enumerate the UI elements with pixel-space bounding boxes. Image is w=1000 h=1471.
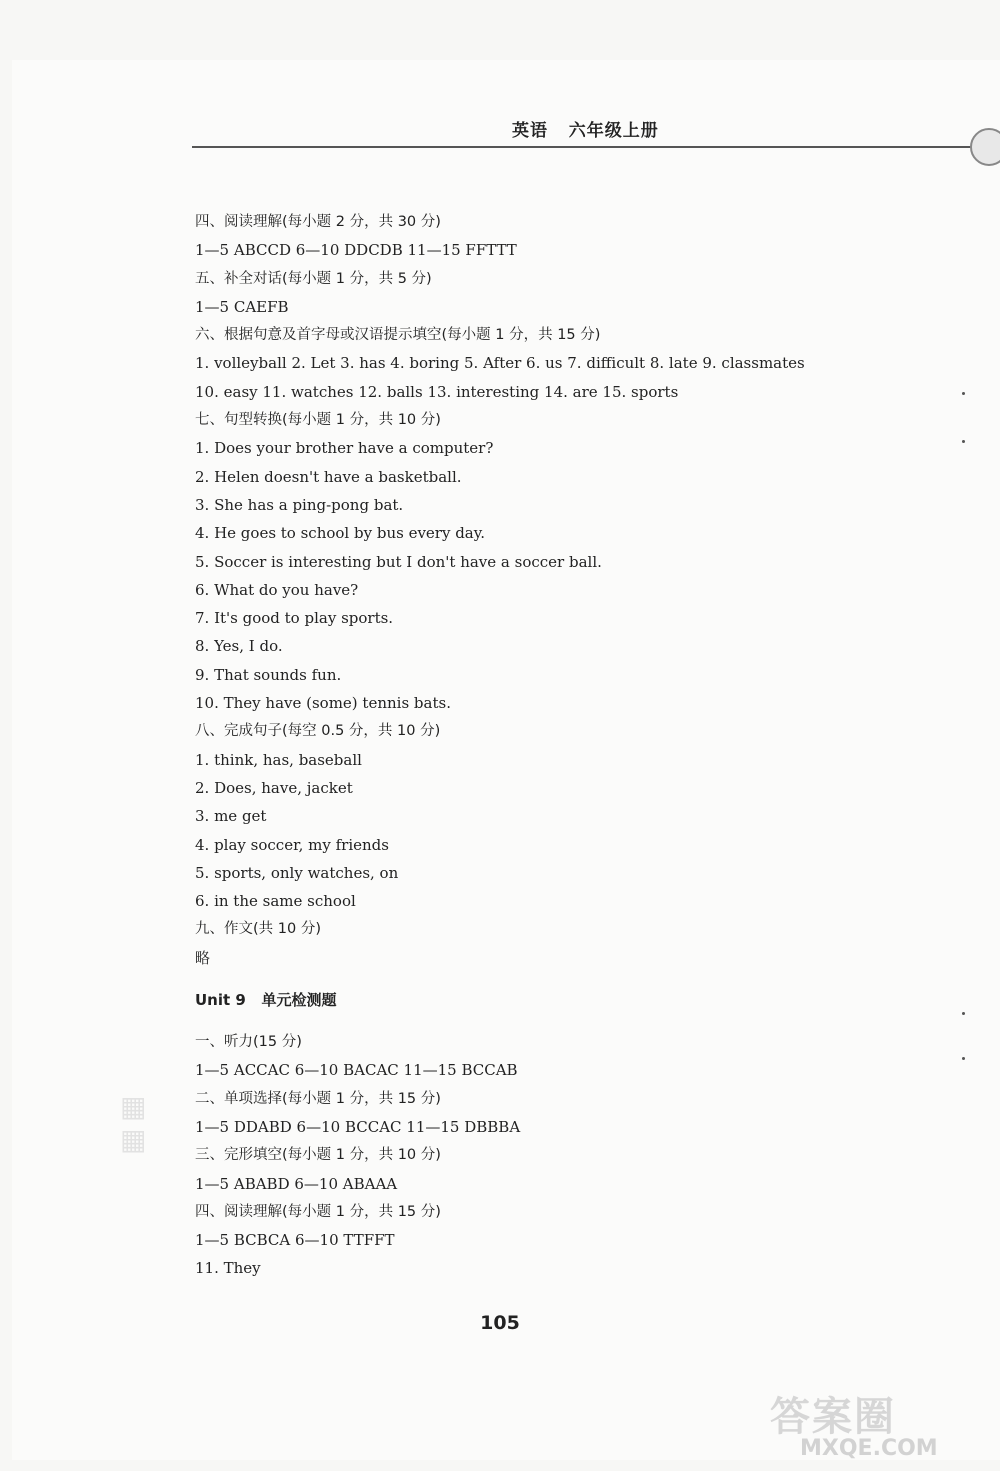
- answer-line: 九、作文(共 10 分): [195, 921, 321, 938]
- answer-line: 三、完形填空(每小题 1 分，共 10 分): [195, 1147, 441, 1164]
- answer-line: 3. She has a ping-pong bat.: [195, 495, 404, 514]
- answer-line: 二、单项选择(每小题 1 分，共 15 分): [195, 1090, 441, 1107]
- watermark-logo: 答案圈: [770, 1394, 896, 1440]
- answer-line: 10. easy 11. watches 12. balls 13. interesting 14. are 15. sports: [195, 382, 679, 401]
- answer-line: 6. in the same school: [195, 892, 356, 911]
- answer-line: 3. me get: [195, 807, 267, 826]
- answer-line: 5. sports, only watches, on: [195, 863, 399, 882]
- answer-content: [195, 208, 975, 1283]
- page-number: 105: [480, 1312, 520, 1334]
- answer-line: 1—5 BCBCA 6—10 TTFFT: [195, 1231, 395, 1250]
- answer-line: 1. volleyball 2. Let 3. has 4. boring 5. After 6. us 7. difficult 8. late 9. classmates: [195, 354, 805, 373]
- watermark-url: MXQE.COM: [800, 1436, 938, 1461]
- answer-line: 6. What do you have?: [195, 580, 359, 599]
- answer-line: 7. It's good to play sports.: [195, 609, 394, 628]
- answer-line: 1. think, has, baseball: [195, 750, 362, 769]
- answer-line: 4. He goes to school by bus every day.: [195, 524, 486, 543]
- faded-stamp-icon: ▦ ▦: [120, 1090, 147, 1156]
- answer-line: 5. Soccer is interesting but I don't have a soccer ball.: [195, 552, 602, 571]
- answer-line: 六、根据句意及首字母或汉语提示填空(每小题 1 分，共 15 分): [195, 327, 601, 344]
- speck-mark: [962, 1057, 965, 1060]
- answer-line: 2. Helen doesn't have a basketball.: [195, 467, 462, 486]
- page-header: [192, 116, 984, 148]
- answer-line: 10. They have (some) tennis bats.: [195, 694, 451, 713]
- answer-line: 1. Does your brother have a computer?: [195, 439, 494, 458]
- speck-mark: [962, 440, 965, 443]
- corner-seal-icon: [970, 128, 1000, 166]
- unit-heading: Unit 9 单元检测题: [195, 991, 337, 1010]
- answer-line: 四、阅读理解(每小题 2 分，共 30 分): [195, 214, 441, 230]
- answer-line: 1—5 ABCCD 6—10 DDCDB 11—15 FFTTT: [195, 241, 517, 260]
- answer-line: 1—5 CAEFB: [195, 297, 289, 316]
- answer-line: 七、句型转换(每小题 1 分，共 10 分): [195, 412, 441, 429]
- answer-line: 9. That sounds fun.: [195, 665, 342, 684]
- answer-line: 一、听力(15 分): [195, 1034, 302, 1051]
- section-list: [195, 208, 975, 972]
- answer-line: 五、补全对话(每小题 1 分，共 5 分): [195, 270, 432, 287]
- header-title: 英语 六年级上册: [512, 121, 659, 141]
- answer-line: 1—5 ACCAC 6—10 BACAC 11—15 BCCAB: [195, 1061, 518, 1080]
- answer-line: 略: [195, 948, 211, 967]
- answer-line: 8. Yes, I do.: [195, 637, 283, 656]
- answer-line: 2. Does, have, jacket: [195, 778, 353, 797]
- speck-mark: [962, 1012, 965, 1015]
- answer-line: 四、阅读理解(每小题 1 分，共 15 分): [195, 1203, 441, 1220]
- unit9-list: [195, 1028, 975, 1283]
- answer-line: 八、完成句子(每空 0.5 分，共 10 分): [195, 723, 441, 740]
- answer-line: 1—5 ABABD 6—10 ABAAA: [195, 1174, 398, 1193]
- answer-line: 4. play soccer, my friends: [195, 835, 389, 854]
- speck-mark: [962, 392, 965, 395]
- answer-line: 1—5 DDABD 6—10 BCCAC 11—15 DBBBA: [195, 1117, 521, 1136]
- answer-line: 11. They: [195, 1259, 261, 1278]
